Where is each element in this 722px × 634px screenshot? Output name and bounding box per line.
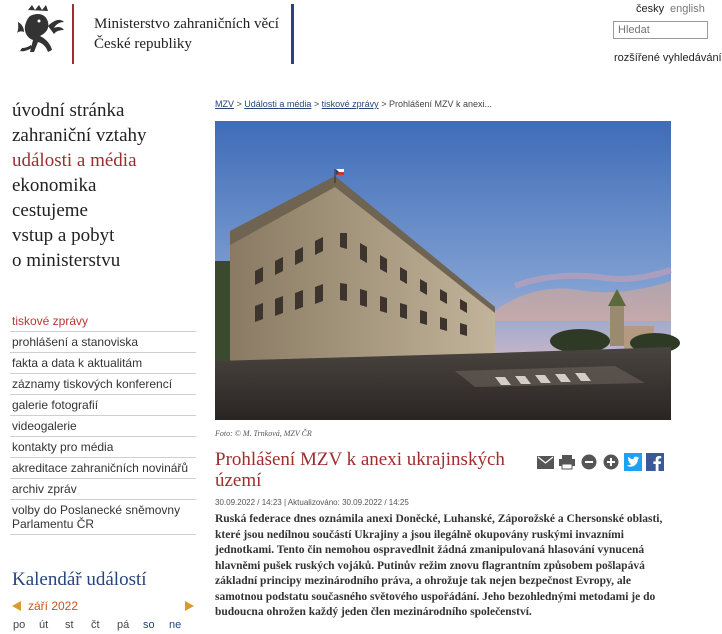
subnav-item-press-conferences[interactable]: záznamy tiskových konferencí (10, 374, 196, 395)
subnav-item-journalist-accreditation[interactable]: akreditace zahraničních novinářů (10, 458, 196, 479)
twitter-icon[interactable] (624, 453, 642, 471)
nav-item-about-ministry[interactable]: o ministerstvu (12, 250, 121, 271)
print-icon[interactable] (558, 453, 576, 471)
article-title: Prohlášení MZV k anexi ukrajinských území (215, 449, 505, 491)
advanced-search-link[interactable]: rozšířené vyhledávání (614, 52, 722, 64)
article-lead-text: Ruská federace dnes oznámila anexi Doněcké, Luhanské, Záporožské a Chersonské oblasti, které jsou nedílnou součástí Ukrajiny a jsou ilegálně okupovány ruskými invazními jednotkami. Tento čin nemohou ospravedlnit žádná zmanipulovaná hlasování vynucená hlavněmi pušek ruských vojáků. Putinův režim znovu flagrantním způsobem pošlapává základní principy mezinárodního práva, a ohrožuje tak nejen bezpečnost Evropy, ale samotnou podstatu současného světového uspořádání. Jeho bezohlednými metodami je do budoucna ohrožen každý jeden člen mezinárodního společenství. (215, 513, 663, 618)
header-divider-blue (291, 4, 294, 64)
header-divider-red (72, 4, 74, 64)
nav-item-events-media[interactable]: události a média (12, 150, 137, 171)
nav-item-economy[interactable]: ekonomika (12, 175, 97, 196)
breadcrumb-separator: > (313, 99, 320, 109)
breadcrumb (215, 99, 492, 109)
breadcrumb-separator: > (236, 99, 242, 109)
subnav-item-statements[interactable]: prohlášení a stanoviska (10, 332, 196, 353)
chevron-left-icon[interactable] (12, 601, 21, 611)
ministry-name[interactable] (94, 14, 279, 54)
ministry-name-line2: České republiky (94, 36, 192, 52)
weekday-label: st (65, 619, 74, 631)
section-subnavigation (10, 311, 196, 535)
share-toolbar (536, 453, 664, 471)
language-czech-link[interactable]: česky (636, 3, 665, 15)
zoom-in-icon[interactable] (602, 453, 620, 471)
subnav-item-media-contacts[interactable]: kontakty pro média (10, 437, 196, 458)
email-icon[interactable] (536, 453, 554, 471)
weekday-label: út (39, 619, 49, 631)
zoom-out-icon[interactable] (580, 453, 598, 471)
weekday-label: so (143, 619, 155, 631)
main-navigation (12, 98, 147, 273)
weekday-label: po (13, 619, 26, 631)
nav-item-travel[interactable]: cestujeme (12, 200, 88, 221)
subnav-item-video-gallery[interactable]: videogalerie (10, 416, 196, 437)
breadcrumb-link[interactable]: tiskové zprávy (321, 99, 379, 109)
subnav-item-facts-data[interactable]: fakta a data k aktualitám (10, 353, 196, 374)
weekday-label: čt (91, 619, 100, 631)
breadcrumb-separator: > (381, 99, 387, 109)
language-english-link[interactable]: english (670, 3, 705, 15)
chevron-right-icon[interactable] (185, 601, 194, 611)
weekday-label: ne (169, 619, 182, 631)
article-photo[interactable] (215, 121, 671, 420)
subnav-item-news-archive[interactable]: archiv zpráv (10, 479, 196, 500)
ministry-name-line1: Ministerstvo zahraničních věcí (94, 16, 279, 32)
subnav-item-photo-gallery[interactable]: galerie fotografií (10, 395, 196, 416)
calendar-title: Kalendář událostí (12, 569, 147, 590)
nav-item-foreign-relations[interactable]: zahraniční vztahy (12, 125, 147, 146)
breadcrumb-link[interactable]: Události a média (244, 99, 312, 109)
search-input[interactable] (613, 21, 708, 39)
nav-item-entry-residence[interactable]: vstup a pobyt (12, 225, 115, 246)
nav-item-home[interactable]: úvodní stránka (12, 100, 125, 121)
calendar-weekdays (13, 619, 195, 631)
article-date: 30.09.2022 / 14:23 | Aktualizováno: 30.09.2022 / 14:25 (215, 498, 409, 507)
breadcrumb-current: Prohlášení MZV k anexi... (388, 99, 493, 109)
czernin-palace-photo (215, 121, 671, 420)
facebook-icon[interactable] (646, 453, 664, 471)
photo-caption: Foto: © M. Trnková, MZV ČR (215, 429, 312, 438)
ministry-logo[interactable] (10, 4, 72, 62)
lion-emblem-icon (10, 4, 72, 62)
calendar-month: září 2022 (28, 599, 79, 613)
breadcrumb-link[interactable]: MZV (215, 99, 234, 109)
subnav-item-elections[interactable]: volby do Poslanecké sněmovny Parlamentu ČR (10, 500, 196, 535)
weekday-label: pá (117, 619, 130, 631)
subnav-item-press-releases[interactable]: tiskové zprávy (10, 311, 196, 332)
